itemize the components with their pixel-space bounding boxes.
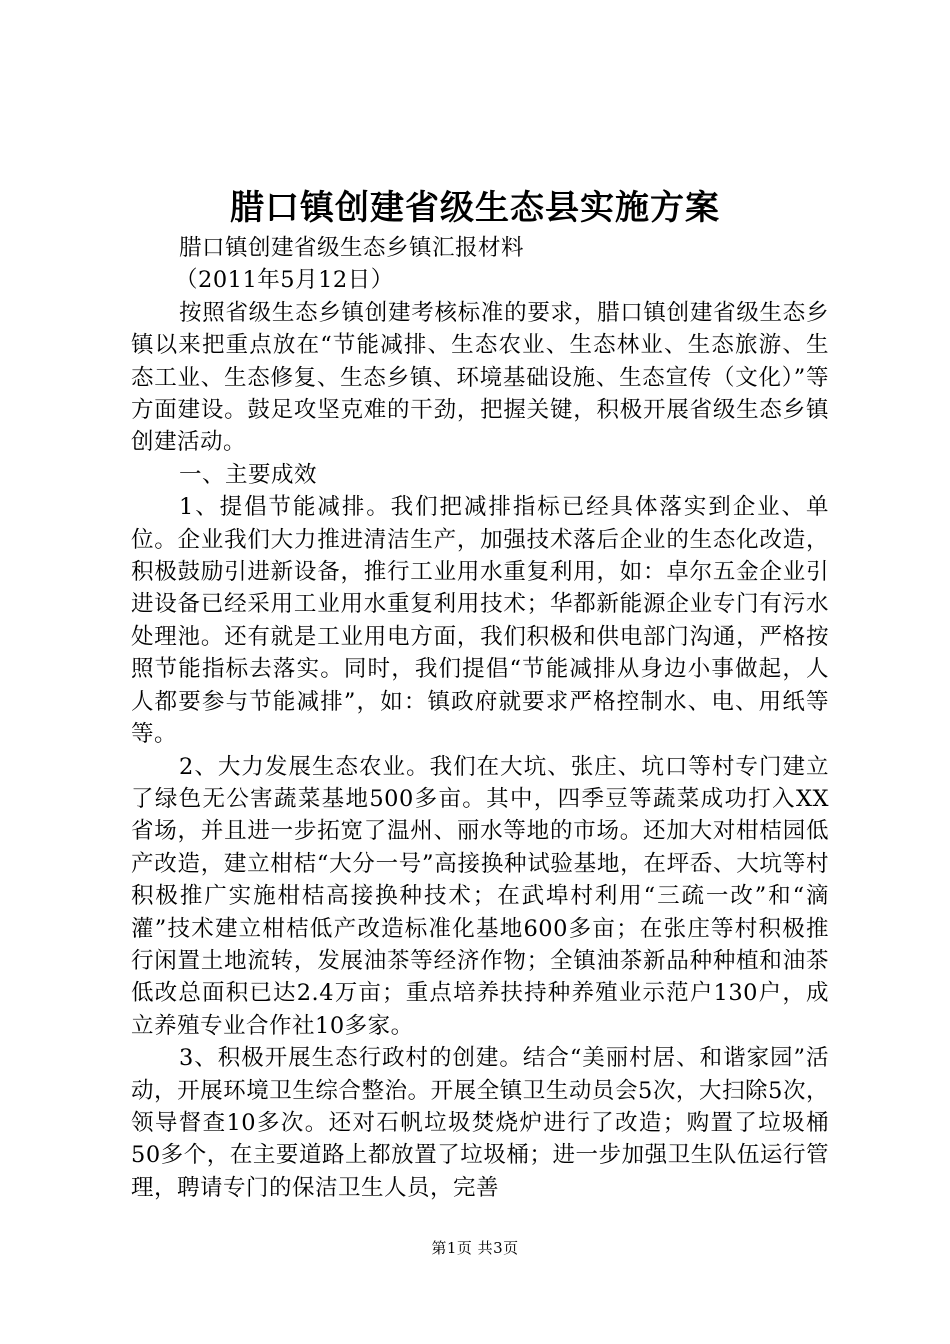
- paragraph-energy-saving: 1、提倡节能减排。我们把减排指标已经具体落实到企业、单位。企业我们大力推进清洁生产，加强技术落后企业的生态化改造，积极鼓励引进新设备，推行工业用水重复利用，如：卓尔五金企业引进设备已经采用工业用水重复利用技术；华都新能源企业专门有污水处理池。还有就是工业用电方面，我们积极和供电部门沟通，严格按照节能指标去落实。同时，我们提倡“节能减排从身边小事做起，人人都要参与节能减排”，如：镇政府就要求严格控制水、电、用纸等等。: [131, 494, 829, 748]
- document-body: [131, 232, 829, 1204]
- page-footer: 第1页 共3页: [431, 1239, 519, 1257]
- section-heading: 一、主要成效: [179, 461, 318, 488]
- paragraph-ecological-village: 3、积极开展生态行政村的创建。结合“美丽村居、和谐家园”活动，开展环境卫生综合整治。开展全镇卫生动员会5次，大扫除5次，领导督查10多次。还对石帆垃圾焚烧炉进行了改造；购置了垃圾桶50多个，在主要道路上都放置了垃圾桶；进一步加强卫生队伍运行管理，聘请专门的保洁卫生人员，完善: [131, 1045, 829, 1201]
- paragraph-ecological-agriculture: 2、大力发展生态农业。我们在大坑、张庄、坑口等村专门建立了绿色无公害蔬菜基地500多亩。其中，四季豆等蔬菜成功打入XX省场，并且进一步拓宽了温州、丽水等地的市场。还加大对柑桔园低产改造，建立柑桔“大分一号”高接换种试验基地，在坪岙、大坑等村积极推广实施柑桔高接换种技术；在武埠村利用“三疏一改”和“滴灌”技术建立柑桔低产改造标准化基地600多亩；在张庄等村积极推行闲置土地流转，发展油茶等经济作物；全镇油茶新品种种植和油茶低改总面积已达2.4万亩；重点培养扶持种养殖业示范户130户，成立养殖专业合作社10多家。: [131, 753, 829, 1039]
- report-date: （2011年5月12日）: [175, 267, 394, 294]
- document-title: 腊口镇创建省级生态县实施方案: [230, 188, 720, 228]
- subtitle: 腊口镇创建省级生态乡镇汇报材料: [179, 235, 525, 261]
- intro-paragraph: 按照省级生态乡镇创建考核标准的要求，腊口镇创建省级生态乡镇以来把重点放在“节能减排、生态农业、生态林业、生态旅游、生态工业、生态修复、生态乡镇、环境基础设施、生态宣传（文化）”等方面建设。鼓足攻坚克难的干劲，把握关键，积极开展省级生态乡镇创建活动。: [131, 299, 829, 456]
